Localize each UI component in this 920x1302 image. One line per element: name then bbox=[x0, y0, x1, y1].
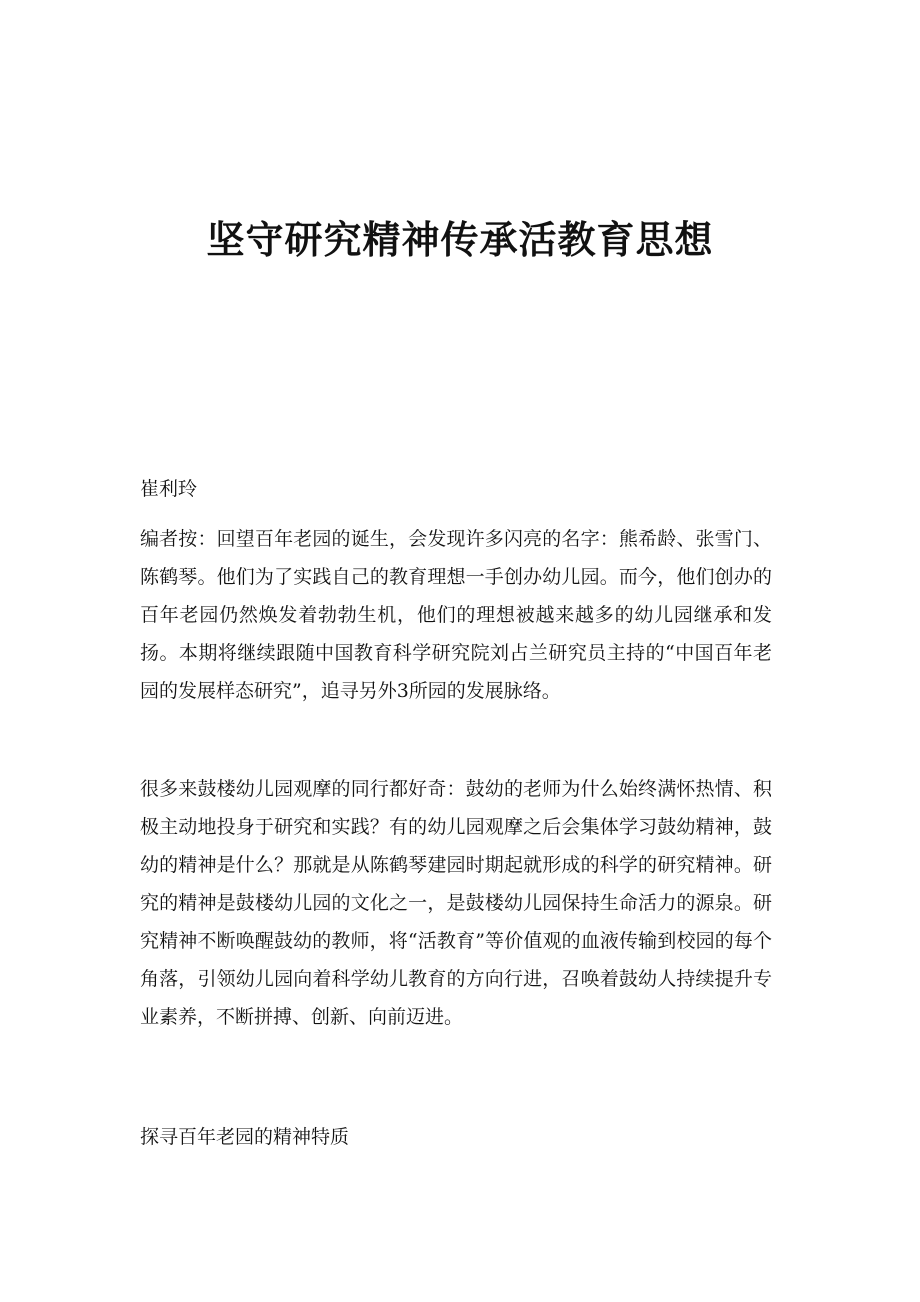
author-name: 崔利玲 bbox=[140, 478, 198, 500]
document-title: 坚守研究精神传承活教育思想 bbox=[206, 217, 714, 262]
editor-note-paragraph: 编者按：回望百年老园的诞生，会发现许多闪亮的名字：熊希龄、张雪门、陈鹤琴。他们为了实践自己的教育理想一手创办幼儿园。而今，他们创办的百年老园仍然焕发着勃勃生机，他们的理想被越来越多的幼儿园继承和发扬。本期将继续跟随中国教育科学研究院刘占兰研究员主持的“中国百年老园的发展样态研究”，追寻另外3所园的发展脉络。 bbox=[140, 528, 772, 702]
body-paragraph: 很多来鼓楼幼儿园观摩的同行都好奇：鼓幼的老师为什么始终满怀热情、积极主动地投身于研究和实践？有的幼儿园观摩之后会集体学习鼓幼精神，鼓幼的精神是什么？那就是从陈鹤琴建园时期起就形成的科学的研究精神。研究的精神是鼓楼幼儿园的文化之一，是鼓楼幼儿园保持生命活力的源泉。研究精神不断唤醒鼓幼的教师，将“活教育”等价值观的血液传输到校园的每个角落，引领幼儿园向着科学幼儿教育的方向行进，召唤着鼓幼人持续提升专业素养，不断拼搏、创新、向前迈进。 bbox=[140, 778, 772, 1028]
section-heading: 探寻百年老园的精神特质 bbox=[140, 1126, 350, 1148]
